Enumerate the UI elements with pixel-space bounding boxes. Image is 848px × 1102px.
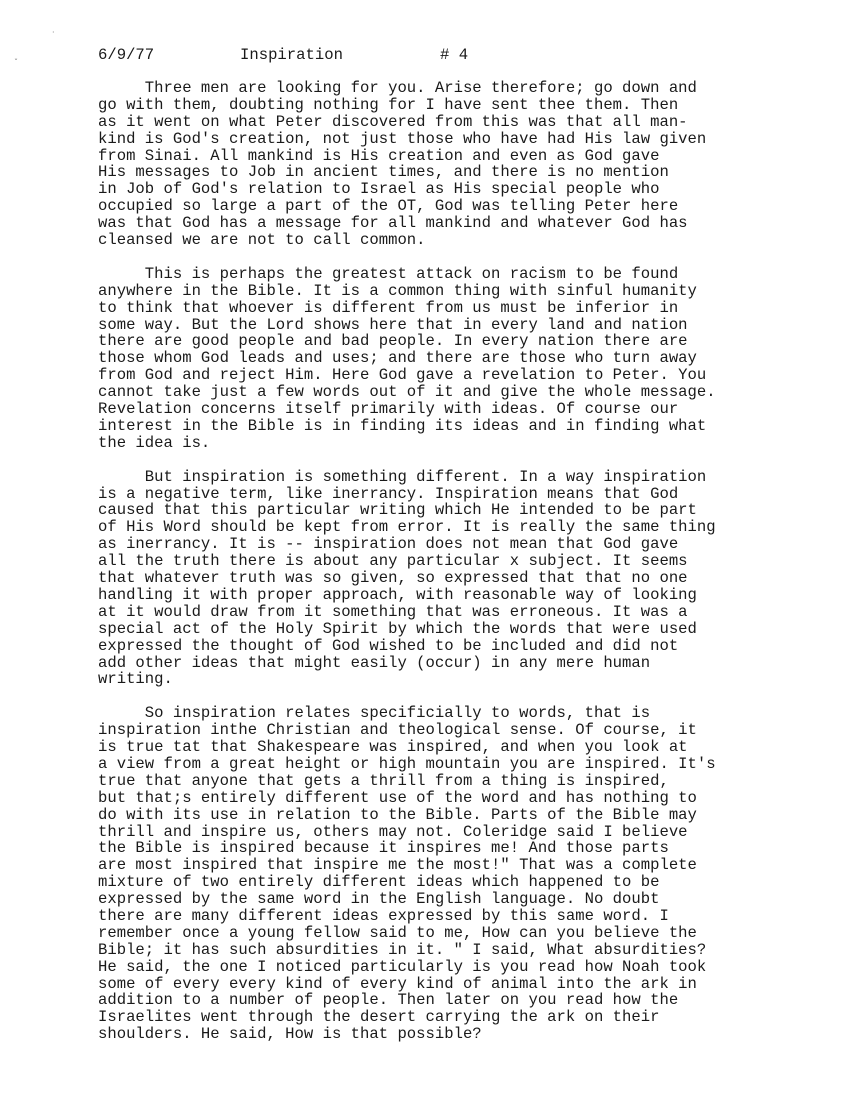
text-line: a view from a great height or high mountain you are inspired. It's	[98, 754, 716, 773]
text-line: interest in the Bible is in finding its ideas and in finding what	[98, 416, 707, 435]
text-line: kind is God's creation, not just those who have had His law given	[98, 129, 707, 148]
scan-speck: ·	[52, 28, 55, 37]
text-line: inspiration inthe Christian and theological sense. Of course, it	[98, 721, 697, 740]
text-line: This is perhaps the greatest attack on racism to be found	[98, 264, 679, 283]
header-page-number: # 4	[440, 46, 469, 64]
text-line: from God and reject Him. Here God gave a revelation to Peter. You	[98, 366, 707, 385]
text-line: shoulders. He said, How is that possible?	[98, 1025, 482, 1044]
text-line: that whatever truth was so given, so expressed that that no one	[98, 569, 688, 588]
text-line: those whom God leads and uses; and there are those who turn away	[98, 349, 697, 368]
text-line: as it went on what Peter discovered from this was that all man-	[98, 112, 688, 131]
page-header	[98, 46, 469, 64]
text-line: addition to a number of people. Then later on you read how the	[98, 991, 679, 1010]
text-line: occupied so large a part of the OT, God was telling Peter here	[98, 197, 679, 216]
text-line: special act of the Holy Spirit by which the words that were used	[98, 619, 697, 638]
text-line: do with its use in relation to the Bible. Parts of the Bible may	[98, 805, 697, 824]
text-line: from Sinai. All mankind is His creation and even as God gave	[98, 146, 660, 165]
text-line: He said, the one I noticed particularly is you read how Noah took	[98, 957, 707, 976]
text-line: is a negative term, like inerrancy. Inspiration means that God	[98, 484, 679, 503]
text-line: writing.	[98, 670, 173, 689]
text-line: to think that whoever is different from us must be inferior in	[98, 298, 679, 317]
text-line: caused that this particular writing which He intended to be part	[98, 501, 697, 520]
text-line: there are good people and bad people. In every nation there are	[98, 332, 688, 351]
text-line: handling it with proper approach, with reasonable way of looking	[98, 585, 697, 604]
text-line: some way. But the Lord shows here that in every land and nation	[98, 315, 688, 334]
text-line: go with them, doubting nothing for I have sent thee them. Then	[98, 95, 679, 114]
text-line: all the truth there is about any particular x subject. It seems	[98, 552, 688, 571]
text-line: Bible; it has such absurdities in it. " I said, What absurdities?	[98, 940, 707, 959]
text-line: cleansed we are not to call common.	[98, 231, 426, 250]
text-line: of His Word should be kept from error. It is really the same thing	[98, 518, 716, 537]
text-line: in Job of God's relation to Israel as His special people who	[98, 180, 660, 199]
text-line: but that;s entirely different use of the word and has nothing to	[98, 788, 697, 807]
text-line: anywhere in the Bible. It is a common thing with sinful humanity	[98, 281, 697, 300]
text-line: the Bible is inspired because it inspires me! And those parts	[98, 839, 669, 858]
text-line: expressed the thought of God wished to be included and did not	[98, 636, 679, 655]
header-date: 6/9/77	[98, 46, 155, 64]
text-line: add other ideas that might easily (occur) in any mere human	[98, 653, 651, 672]
text-line: as inerrancy. It is -- inspiration does not mean that God gave	[98, 535, 679, 554]
text-line: expressed by the same word in the English language. No doubt	[98, 890, 660, 909]
text-line: cannot take just a few words out of it and give the whole message.	[98, 383, 716, 402]
text-line: was that God has a message for all mankind and whatever God has	[98, 214, 688, 233]
text-line: is true tat that Shakespeare was inspired, and when you look at	[98, 738, 688, 757]
text-line: But inspiration is something different. In a way inspiration	[98, 467, 707, 486]
paragraph-2	[98, 266, 818, 452]
scan-speck: ˇ	[14, 58, 18, 67]
text-line: remember once a young fellow said to me, How can you believe the	[98, 923, 697, 942]
text-line: Israelites went through the desert carrying the ark on their	[98, 1008, 660, 1027]
text-line: some of every every kind of every kind of animal into the ark in	[98, 974, 697, 993]
text-line: His messages to Job in ancient times, and there is no mention	[98, 163, 669, 182]
paragraph-4	[98, 705, 818, 1043]
text-line: are most inspired that inspire me the most!" That was a complete	[98, 856, 697, 875]
paragraph-1	[98, 80, 818, 249]
text-line: at it would draw from it something that was erroneous. It was a	[98, 602, 688, 621]
text-line: the idea is.	[98, 433, 211, 452]
text-line: Three men are looking for you. Arise therefore; go down and	[98, 79, 697, 97]
document-body	[98, 80, 818, 1043]
header-title: Inspiration	[240, 46, 343, 64]
paragraph-3	[98, 469, 818, 689]
text-line: there are many different ideas expressed by this same word. I	[98, 906, 669, 925]
text-line: Revelation concerns itself primarily with ideas. Of course our	[98, 400, 679, 419]
text-line: true that anyone that gets a thrill from a thing is inspired,	[98, 771, 669, 790]
text-line: mixture of two entirely different ideas which happened to be	[98, 873, 660, 892]
text-line: thrill and inspire us, others may not. Coleridge said I believe	[98, 822, 688, 841]
text-line: So inspiration relates specificially to words, that is	[98, 704, 651, 723]
